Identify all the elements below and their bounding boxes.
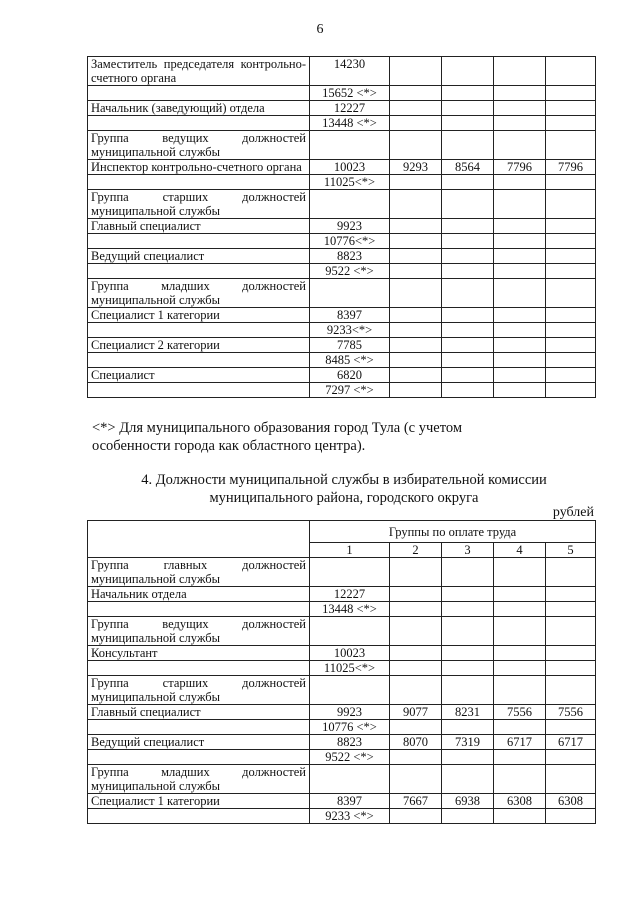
salary-cell-group-5 xyxy=(546,234,596,249)
salary-cell-group-4 xyxy=(494,131,546,160)
salary-cell-group-5: 7796 xyxy=(546,160,596,175)
table-row xyxy=(88,558,596,587)
unit-label: рублей xyxy=(552,505,594,520)
salary-cell-group-5 xyxy=(546,219,596,234)
salary-cell-group-2 xyxy=(390,190,442,219)
salary-cell-group-1: 11025<*> xyxy=(310,175,390,190)
salary-cell-group-2 xyxy=(390,308,442,323)
salary-table-control-body-rows xyxy=(88,57,596,398)
position-name-empty xyxy=(88,809,310,824)
salary-cell-group-5 xyxy=(546,190,596,219)
salary-cell-group-2 xyxy=(390,219,442,234)
salary-cell-group-2 xyxy=(390,765,442,794)
salary-cell-group-3 xyxy=(442,809,494,824)
salary-cell-group-2 xyxy=(390,116,442,131)
salary-cell-group-5 xyxy=(546,602,596,617)
salary-cell-group-4 xyxy=(494,750,546,765)
salary-cell-group-4 xyxy=(494,558,546,587)
position-name-empty xyxy=(88,264,310,279)
salary-cell-group-5 xyxy=(546,617,596,646)
page-number: 6 xyxy=(316,22,324,37)
salary-cell-group-4 xyxy=(494,809,546,824)
header-col-3: 3 xyxy=(442,543,494,558)
salary-cell-group-5 xyxy=(546,587,596,602)
position-name: Начальник (заведующий) отдела xyxy=(88,101,310,116)
salary-cell-group-3: 6938 xyxy=(442,794,494,809)
salary-cell-group-1: 8397 xyxy=(310,308,390,323)
position-name: Инспектор контрольно-счетного органа xyxy=(88,160,310,175)
salary-cell-group-3 xyxy=(442,323,494,338)
salary-cell-group-5 xyxy=(546,558,596,587)
salary-cell-group-1: 7297 <*> xyxy=(310,383,390,398)
table-row xyxy=(88,750,596,765)
salary-cell-group-1 xyxy=(310,617,390,646)
salary-cell-group-2: 8070 xyxy=(390,735,442,750)
salary-cell-group-2 xyxy=(390,353,442,368)
header-col-4: 4 xyxy=(494,543,546,558)
salary-cell-group-5 xyxy=(546,368,596,383)
salary-cell-group-5 xyxy=(546,249,596,264)
salary-cell-group-1: 8823 xyxy=(310,735,390,750)
salary-cell-group-2 xyxy=(390,809,442,824)
table-row xyxy=(88,279,596,308)
salary-cell-group-5: 6308 xyxy=(546,794,596,809)
position-name-empty xyxy=(88,353,310,368)
salary-cell-group-2 xyxy=(390,323,442,338)
salary-cell-group-4 xyxy=(494,219,546,234)
salary-cell-group-4: 6308 xyxy=(494,794,546,809)
position-name-empty xyxy=(88,750,310,765)
salary-cell-group-4 xyxy=(494,323,546,338)
salary-cell-group-5 xyxy=(546,646,596,661)
salary-cell-group-4: 7556 xyxy=(494,705,546,720)
salary-cell-group-3 xyxy=(442,101,494,116)
table-row xyxy=(88,338,596,353)
salary-cell-group-3: 8564 xyxy=(442,160,494,175)
header-col-2: 2 xyxy=(390,543,442,558)
table-row xyxy=(88,190,596,219)
position-name-empty xyxy=(88,175,310,190)
header-col-5: 5 xyxy=(546,543,596,558)
salary-cell-group-1 xyxy=(310,765,390,794)
salary-cell-group-3 xyxy=(442,86,494,101)
table-row xyxy=(88,353,596,368)
salary-cell-group-3 xyxy=(442,383,494,398)
position-name: Ведущий специалист xyxy=(88,735,310,750)
position-name-empty xyxy=(88,323,310,338)
salary-cell-group-3 xyxy=(442,116,494,131)
salary-cell-group-1: 8485 <*> xyxy=(310,353,390,368)
salary-cell-group-1: 6820 xyxy=(310,368,390,383)
salary-cell-group-2 xyxy=(390,86,442,101)
salary-cell-group-3: 8231 xyxy=(442,705,494,720)
table-row xyxy=(88,383,596,398)
salary-cell-group-4 xyxy=(494,720,546,735)
salary-cell-group-3 xyxy=(442,308,494,323)
footnote-line-2: особенности города как областного центра). xyxy=(92,438,366,454)
salary-cell-group-4 xyxy=(494,249,546,264)
salary-cell-group-2 xyxy=(390,368,442,383)
position-name: Группа ведущих должностей муниципальной службы xyxy=(88,131,310,160)
table-row xyxy=(88,765,596,794)
salary-cell-group-5 xyxy=(546,175,596,190)
salary-cell-group-5 xyxy=(546,101,596,116)
salary-cell-group-1: 12227 xyxy=(310,587,390,602)
salary-cell-group-2 xyxy=(390,101,442,116)
salary-cell-group-3 xyxy=(442,279,494,308)
position-name: Специалист 1 категории xyxy=(88,308,310,323)
salary-cell-group-3 xyxy=(442,338,494,353)
table-row xyxy=(88,720,596,735)
salary-cell-group-5 xyxy=(546,338,596,353)
salary-cell-group-2 xyxy=(390,279,442,308)
salary-cell-group-1: 9522 <*> xyxy=(310,264,390,279)
position-name-empty xyxy=(88,602,310,617)
table-row xyxy=(88,705,596,720)
salary-cell-group-3 xyxy=(442,661,494,676)
salary-cell-group-5 xyxy=(546,750,596,765)
position-name-empty xyxy=(88,383,310,398)
table-row xyxy=(88,661,596,676)
salary-cell-group-3 xyxy=(442,353,494,368)
salary-cell-group-1: 10023 xyxy=(310,646,390,661)
salary-cell-group-4 xyxy=(494,190,546,219)
salary-cell-group-4 xyxy=(494,175,546,190)
position-name: Группа старших должностей муниципальной службы xyxy=(88,676,310,705)
header-position-cell xyxy=(88,521,310,558)
table-row xyxy=(88,86,596,101)
salary-cell-group-5 xyxy=(546,661,596,676)
table-row xyxy=(88,587,596,602)
salary-cell-group-3 xyxy=(442,175,494,190)
salary-cell-group-4 xyxy=(494,101,546,116)
position-name-empty xyxy=(88,661,310,676)
salary-cell-group-1: 10023 xyxy=(310,160,390,175)
salary-cell-group-2 xyxy=(390,617,442,646)
position-name: Группа младших должностей муниципальной службы xyxy=(88,279,310,308)
salary-cell-group-2 xyxy=(390,338,442,353)
salary-cell-group-5 xyxy=(546,353,596,368)
table-row xyxy=(88,323,596,338)
salary-cell-group-3 xyxy=(442,617,494,646)
salary-cell-group-2 xyxy=(390,750,442,765)
position-name-empty xyxy=(88,234,310,249)
salary-cell-group-5 xyxy=(546,765,596,794)
salary-cell-group-3 xyxy=(442,249,494,264)
salary-cell-group-1 xyxy=(310,190,390,219)
position-name: Группа главных должностей муниципальной службы xyxy=(88,558,310,587)
salary-cell-group-4 xyxy=(494,264,546,279)
table-row xyxy=(88,249,596,264)
salary-cell-group-4 xyxy=(494,234,546,249)
salary-cell-group-2 xyxy=(390,57,442,86)
salary-cell-group-3 xyxy=(442,646,494,661)
table-row xyxy=(88,160,596,175)
table-row xyxy=(88,219,596,234)
salary-cell-group-3 xyxy=(442,219,494,234)
salary-cell-group-1 xyxy=(310,558,390,587)
salary-cell-group-1: 9522 <*> xyxy=(310,750,390,765)
salary-cell-group-1 xyxy=(310,131,390,160)
section-heading xyxy=(90,471,598,507)
salary-cell-group-4: 7796 xyxy=(494,160,546,175)
salary-cell-group-5 xyxy=(546,308,596,323)
salary-cell-group-2 xyxy=(390,249,442,264)
salary-cell-group-4 xyxy=(494,338,546,353)
salary-table-control-body xyxy=(87,56,596,398)
salary-cell-group-1: 13448 <*> xyxy=(310,602,390,617)
position-name: Группа младших должностей муниципальной службы xyxy=(88,765,310,794)
salary-cell-group-4 xyxy=(494,383,546,398)
salary-cell-group-1: 12227 xyxy=(310,101,390,116)
salary-cell-group-1: 9233<*> xyxy=(310,323,390,338)
salary-cell-group-2 xyxy=(390,383,442,398)
salary-cell-group-3 xyxy=(442,190,494,219)
table-row xyxy=(88,368,596,383)
position-name: Заместитель председателя контрольно-счетного органа xyxy=(88,57,310,86)
table-row xyxy=(88,794,596,809)
salary-cell-group-1: 9233 <*> xyxy=(310,809,390,824)
position-name-empty xyxy=(88,86,310,101)
salary-cell-group-5 xyxy=(546,676,596,705)
table-row xyxy=(88,735,596,750)
salary-cell-group-4 xyxy=(494,279,546,308)
salary-cell-group-5 xyxy=(546,809,596,824)
position-name: Главный специалист xyxy=(88,219,310,234)
salary-cell-group-3: 7319 xyxy=(442,735,494,750)
salary-cell-group-2 xyxy=(390,602,442,617)
salary-cell-group-2 xyxy=(390,131,442,160)
position-name: Специалист 1 категории xyxy=(88,794,310,809)
salary-cell-group-5 xyxy=(546,131,596,160)
salary-cell-group-1: 9923 xyxy=(310,219,390,234)
salary-cell-group-3 xyxy=(442,720,494,735)
salary-table-election-commission xyxy=(87,520,596,824)
salary-table-election-rows xyxy=(88,558,596,824)
salary-cell-group-4: 6717 xyxy=(494,735,546,750)
salary-cell-group-1: 9923 xyxy=(310,705,390,720)
salary-cell-group-5: 6717 xyxy=(546,735,596,750)
salary-cell-group-2 xyxy=(390,264,442,279)
section-heading-line-1: 4. Должности муниципальной службы в избирательной комиссии xyxy=(141,472,547,488)
salary-cell-group-4 xyxy=(494,86,546,101)
table-row xyxy=(88,234,596,249)
position-name: Начальник отдела xyxy=(88,587,310,602)
salary-cell-group-3 xyxy=(442,750,494,765)
salary-cell-group-5 xyxy=(546,86,596,101)
salary-cell-group-1: 14230 xyxy=(310,57,390,86)
salary-cell-group-5 xyxy=(546,116,596,131)
header-col-1: 1 xyxy=(310,543,390,558)
salary-cell-group-2 xyxy=(390,676,442,705)
table-row xyxy=(88,116,596,131)
salary-cell-group-3 xyxy=(442,234,494,249)
salary-cell-group-4 xyxy=(494,676,546,705)
header-pay-groups: Группы по оплате труда xyxy=(310,521,596,543)
salary-cell-group-5 xyxy=(546,264,596,279)
salary-cell-group-1: 13448 <*> xyxy=(310,116,390,131)
position-name: Главный специалист xyxy=(88,705,310,720)
salary-cell-group-4 xyxy=(494,661,546,676)
salary-cell-group-4 xyxy=(494,57,546,86)
table-row xyxy=(88,602,596,617)
salary-cell-group-4 xyxy=(494,765,546,794)
position-name: Специалист 2 категории xyxy=(88,338,310,353)
salary-cell-group-3 xyxy=(442,368,494,383)
salary-cell-group-2 xyxy=(390,720,442,735)
salary-cell-group-3 xyxy=(442,602,494,617)
salary-cell-group-1: 10776 <*> xyxy=(310,720,390,735)
position-name-empty xyxy=(88,720,310,735)
salary-cell-group-2 xyxy=(390,175,442,190)
position-name: Специалист xyxy=(88,368,310,383)
salary-cell-group-5 xyxy=(546,323,596,338)
salary-cell-group-4 xyxy=(494,116,546,131)
table-row xyxy=(88,175,596,190)
salary-cell-group-2 xyxy=(390,558,442,587)
salary-cell-group-1: 11025<*> xyxy=(310,661,390,676)
position-name-empty xyxy=(88,116,310,131)
table-row xyxy=(88,101,596,116)
salary-cell-group-1 xyxy=(310,676,390,705)
salary-cell-group-1: 7785 xyxy=(310,338,390,353)
salary-cell-group-4 xyxy=(494,602,546,617)
salary-cell-group-1: 8823 xyxy=(310,249,390,264)
salary-cell-group-2: 9293 xyxy=(390,160,442,175)
salary-cell-group-2 xyxy=(390,587,442,602)
salary-cell-group-5: 7556 xyxy=(546,705,596,720)
table-row xyxy=(88,646,596,661)
footnote-line-1: <*> Для муниципального образования город Тула (с учетом xyxy=(92,420,462,436)
salary-cell-group-5 xyxy=(546,279,596,308)
salary-cell-group-3 xyxy=(442,765,494,794)
salary-cell-group-3 xyxy=(442,558,494,587)
salary-cell-group-1: 10776<*> xyxy=(310,234,390,249)
salary-cell-group-4 xyxy=(494,353,546,368)
salary-cell-group-2 xyxy=(390,646,442,661)
position-name: Группа ведущих должностей муниципальной службы xyxy=(88,617,310,646)
table-row xyxy=(88,617,596,646)
salary-cell-group-2: 7667 xyxy=(390,794,442,809)
salary-cell-group-2 xyxy=(390,661,442,676)
position-name: Ведущий специалист xyxy=(88,249,310,264)
salary-cell-group-4 xyxy=(494,368,546,383)
section-heading-line-2: муниципального района, городского округа xyxy=(209,490,479,506)
position-name: Группа старших должностей муниципальной службы xyxy=(88,190,310,219)
salary-cell-group-5 xyxy=(546,383,596,398)
salary-cell-group-2: 9077 xyxy=(390,705,442,720)
salary-cell-group-2 xyxy=(390,234,442,249)
salary-cell-group-3 xyxy=(442,264,494,279)
salary-cell-group-4 xyxy=(494,617,546,646)
position-name: Консультант xyxy=(88,646,310,661)
salary-cell-group-1: 15652 <*> xyxy=(310,86,390,101)
table-row xyxy=(88,264,596,279)
salary-cell-group-5 xyxy=(546,720,596,735)
salary-cell-group-3 xyxy=(442,587,494,602)
salary-cell-group-3 xyxy=(442,676,494,705)
salary-cell-group-5 xyxy=(546,57,596,86)
salary-cell-group-4 xyxy=(494,646,546,661)
salary-cell-group-4 xyxy=(494,308,546,323)
table-row xyxy=(88,676,596,705)
table-row xyxy=(88,131,596,160)
table-row xyxy=(88,57,596,86)
table-row xyxy=(88,308,596,323)
salary-cell-group-4 xyxy=(494,587,546,602)
salary-cell-group-1 xyxy=(310,279,390,308)
footnote xyxy=(92,419,594,455)
salary-cell-group-1: 8397 xyxy=(310,794,390,809)
salary-cell-group-3 xyxy=(442,131,494,160)
salary-cell-group-3 xyxy=(442,57,494,86)
table-row xyxy=(88,809,596,824)
